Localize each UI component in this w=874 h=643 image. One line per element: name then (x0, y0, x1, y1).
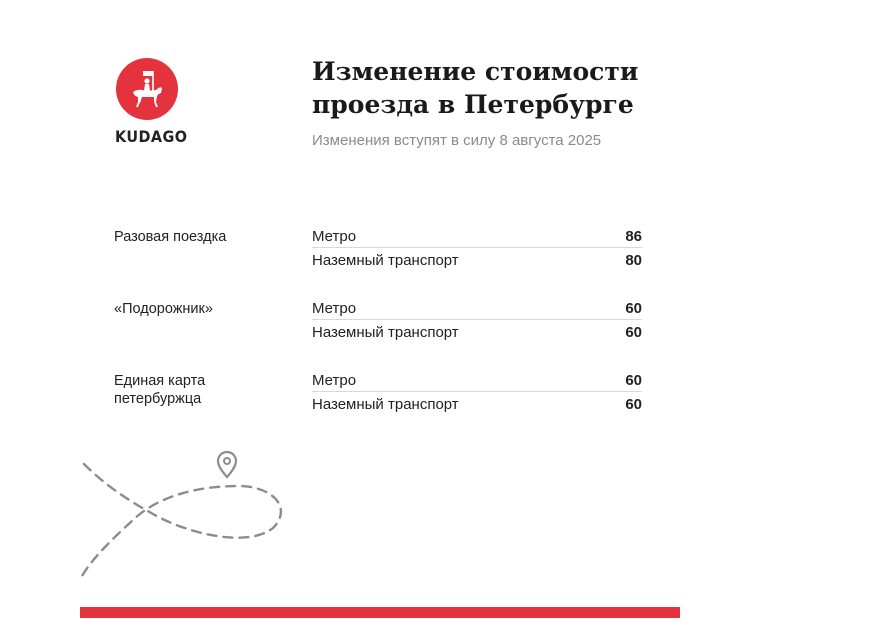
fare-name: Наземный транспорт (312, 395, 459, 413)
fare-name: Метро (312, 299, 357, 317)
section-label-single-trip: Разовая поездка (114, 229, 227, 245)
logo-text: KUDAGO (115, 127, 188, 146)
fare-price: 60 (625, 371, 642, 389)
kudago-logo (115, 58, 188, 146)
fare-price: 86 (625, 227, 642, 245)
bottom-accent-bar (80, 607, 680, 618)
fare-name: Метро (312, 371, 357, 389)
dashed-route-icon (78, 448, 288, 588)
section-label-unified-card: Единая карта петербуржца (114, 373, 206, 407)
fare-price: 60 (625, 299, 642, 317)
fare-name: Наземный транспорт (312, 251, 459, 269)
fare-row (312, 296, 642, 320)
section-label-podorozhnik: «Подорожник» (114, 301, 213, 317)
fare-row (312, 368, 642, 392)
fare-row (312, 248, 642, 272)
fare-row (312, 224, 642, 248)
page-title: Изменение стоимости проезда в Петербурге (312, 57, 639, 119)
map-pin-icon (218, 452, 236, 477)
fare-price: 60 (625, 395, 642, 413)
fare-row (312, 392, 642, 416)
fare-row (312, 320, 642, 344)
fare-price: 80 (625, 251, 642, 269)
logo-rider-icon (116, 58, 178, 120)
fare-name: Метро (312, 227, 357, 245)
fare-price: 60 (625, 323, 642, 341)
page-subtitle: Изменения вступят в силу 8 августа 2025 (312, 132, 602, 149)
fare-name: Наземный транспорт (312, 323, 459, 341)
